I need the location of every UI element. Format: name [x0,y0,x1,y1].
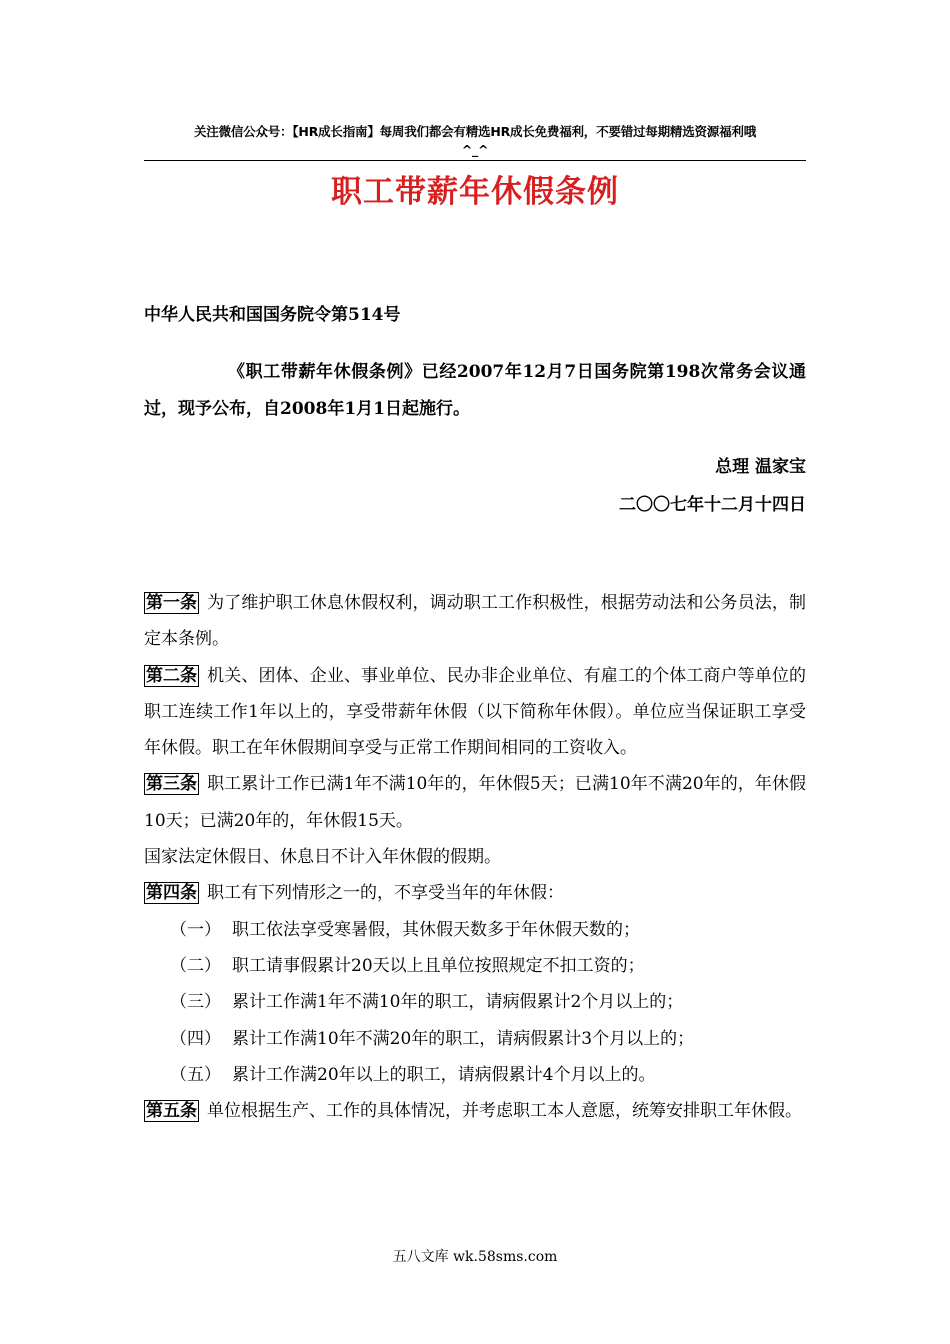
header-divider [144,160,806,161]
promo-header-line1: 关注微信公众号：【HR成长指南】每周我们都会有精选HR成长免费福利，不要错过每期精选资源福利哦 [193,124,757,139]
preamble-paragraph: 《职工带薪年休假条例》已经2007年12月7日国务院第198次常务会议通过，现予公布，自2008年1月1日起施行。 [144,362,806,419]
article-label: 第五条 [146,1101,197,1122]
article-text: 职工有下列情形之一的，不享受当年的年休假： [207,883,564,904]
list-item-number: （一） [170,919,221,940]
article-4 [144,875,806,911]
decree-number: 中华人民共和国国务院令第514号 [144,305,401,325]
article-label: 第一条 [146,593,197,613]
article-text: 为了维护职工休息休假权利，调动职工工作积极性，根据劳动法和公务员法，制定本条例。 [144,593,806,650]
list-item [144,1057,806,1093]
list-item [144,948,806,984]
list-item-number: （五） [170,1064,221,1085]
list-item-text: 累计工作满10年不满20年的职工，请病假累计3个月以上的； [232,1028,695,1049]
article-text: 职工累计工作已满1年不满10年的，年休假5天；已满10年不满20年的，年休假10天；已满20年的，年休假15天。 [144,774,806,831]
article-1 [144,585,806,658]
list-item [144,1021,806,1057]
article-label: 第二条 [146,665,197,686]
list-item [144,984,806,1020]
promo-header-line2: ^_^ [461,142,489,157]
list-item-number: （三） [170,992,221,1013]
article-3 [144,766,806,839]
article-label: 第四条 [146,883,197,904]
list-item [144,912,806,948]
document-title: 职工带薪年休假条例 [331,174,619,210]
list-item-text: 累计工作满20年以上的职工，请病假累计4个月以上的。 [232,1064,656,1085]
footer-watermark: 五八文库 wk.58sms.com [392,1249,558,1265]
article-5 [144,1093,806,1129]
list-item-number: （四） [170,1028,221,1049]
article-text: 机关、团体、企业、事业单位、民办非企业单位、有雇工的个体工商户等单位的职工连续工作1年以上的，享受带薪年休假（以下简称年休假）。单位应当保证职工享受年休假。职工在年休假期间享受与正常工作期间相同的工资收入。 [144,665,806,759]
list-item-number: （二） [170,955,221,976]
article-3-extra: 国家法定休假日、休息日不计入年休假的假期。 [144,847,501,868]
list-item-text: 累计工作满1年不满10年的职工，请病假累计2个月以上的； [232,992,684,1013]
signatory-name: 总理 温家宝 [715,457,806,477]
article-text: 单位根据生产、工作的具体情况，并考虑职工本人意愿，统筹安排职工年休假。 [207,1101,802,1122]
list-item-text: 职工请事假累计20天以上且单位按照规定不扣工资的； [232,955,645,976]
promo-header [144,123,806,159]
articles-body [144,585,806,1129]
article-2 [144,658,806,767]
list-item-text: 职工依法享受寒暑假，其休假天数多于年休假天数的； [232,919,640,940]
signature-date: 二〇〇七年十二月十四日 [619,495,806,515]
article-label: 第三条 [146,774,197,795]
